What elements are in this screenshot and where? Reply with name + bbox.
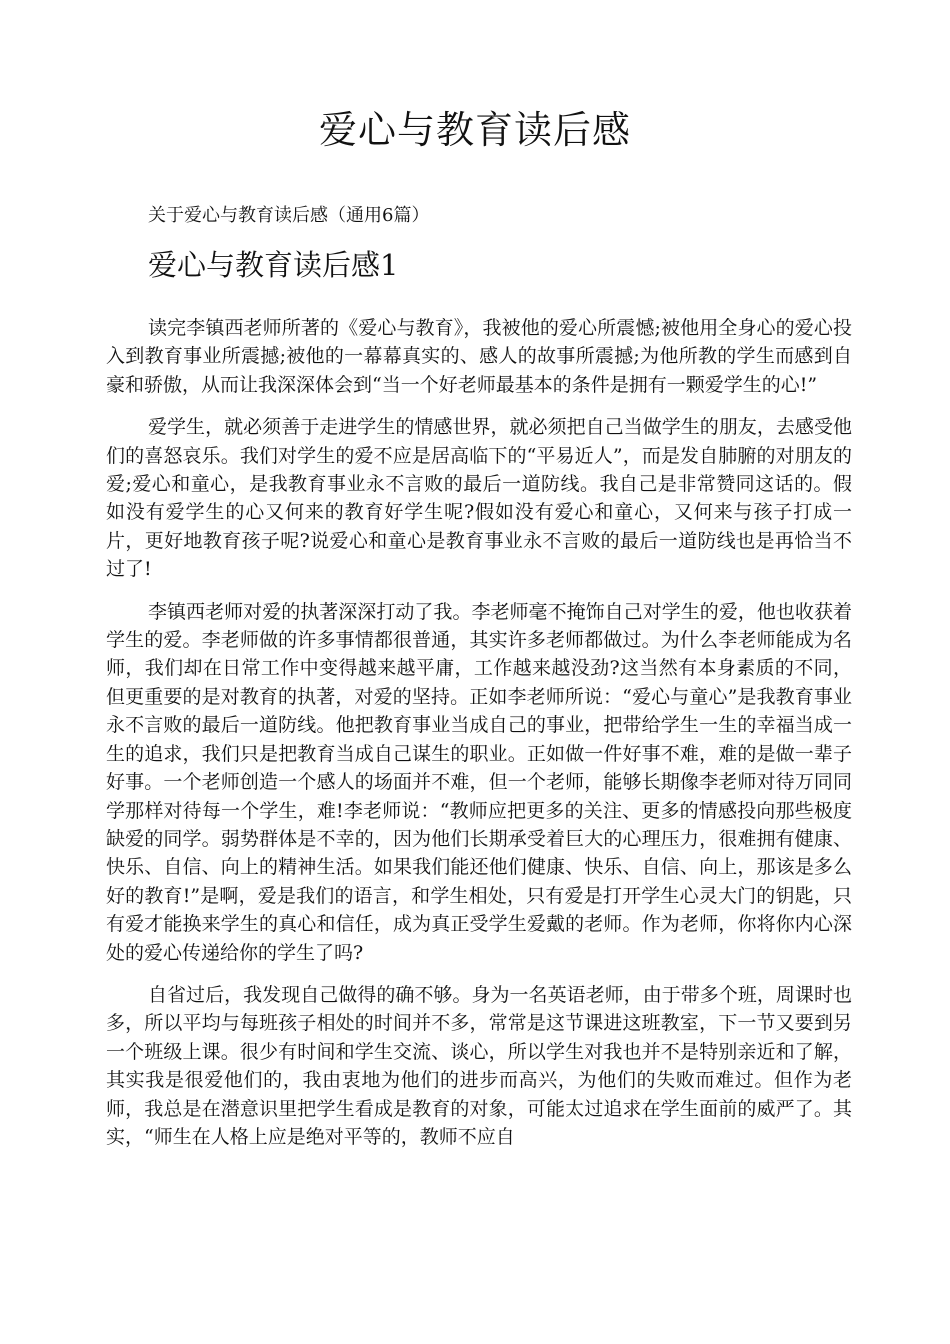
body-text <box>106 314 852 1165</box>
paragraph: 爱学生，就必须善于走进学生的情感世界，就必须把自己当做学生的朋友，去感受他们的喜怒哀乐。我们对学生的爱不应是居高临下的“平易近人”，而是发自肺腑的对朋友的爱;爱心和童心，是我教育事业永不言败的最后一道防线。我自己是非常赞同这话的。假如没有爱学生的心又何来的教育好学生呢?假如没有爱心和童心，又何来与孩子打成一片，更好地教育孩子呢?说爱心和童心是教育事业永不言败的最后一道防线也是再恰当不过了! <box>106 416 852 581</box>
document-title: 爱心与教育读后感 <box>318 108 631 152</box>
paragraph: 李镇西老师对爱的执著深深打动了我。李老师毫不掩饰自己对学生的爱，他也收获着学生的爱。李老师做的许多事情都很普通，其实许多老师都做过。为什么李老师能成为名师，我们却在日常工作中变得越来越平庸，工作越来越没劲?这当然有本身素质的不同，但更重要的是对教育的执著，对爱的坚持。正如李老师所说：“爱心与童心”是我教育事业永不言败的最后一道防线。他把教育事业当成自己的事业，把带给学生一生的幸福当成一生的追求，我们只是把教育当成自己谋生的职业。正如做一件好事不难，难的是做一辈子好事。一个老师创造一个感人的场面并不难，但一个老师，能够长期像李老师对待万同同学那样对待每一个学生，难!李老师说：“教师应把更多的关注、更多的情感投向那些极度缺爱的同学。弱势群体是不幸的，因为他们长期承受着巨大的心理压力，很难拥有健康、快乐、自信、向上的精神生活。如果我们能还他们健康、快乐、自信、向上，那该是多么好的教育!”是啊，爱是我们的语言，和学生相处，只有爱是打开学生心灵大门的钥匙，只有爱才能换来学生的真心和信任，成为真正受学生爱戴的老师。作为老师，你将你内心深处的爱心传递给你的学生了吗? <box>106 600 852 964</box>
section-heading: 爱心与教育读后感1 <box>148 248 399 282</box>
paragraph: 读完李镇西老师所著的《爱心与教育》，我被他的爱心所震憾;被他用全身心的爱心投入到教育事业所震撼;被他的一幕幕真实的、感人的故事所震撼;为他所教的学生而感到自豪和骄傲，从而让我深深体会到“当一个好老师最基本的条件是拥有一颗爱学生的心!” <box>106 317 852 396</box>
document-subtitle: 关于爱心与教育读后感（通用6篇） <box>148 205 430 226</box>
paragraph: 自省过后，我发现自己做得的确不够。身为一名英语老师，由于带多个班，周课时也多，所以平均与每班孩子相处的时间并不多，常常是这节课进这班教室，下一节又要到另一个班级上课。很少有时间和学生交流、谈心，所以学生对我也并不是特别亲近和了解，其实我是很爱他们的，我由衷地为他们的进步而高兴，为他们的失败而难过。但作为老师，我总是在潜意识里把学生看成是教育的对象，可能太过追求在学生面前的威严了。其实，“师生在人格上应是绝对平等的，教师不应自 <box>106 983 852 1148</box>
